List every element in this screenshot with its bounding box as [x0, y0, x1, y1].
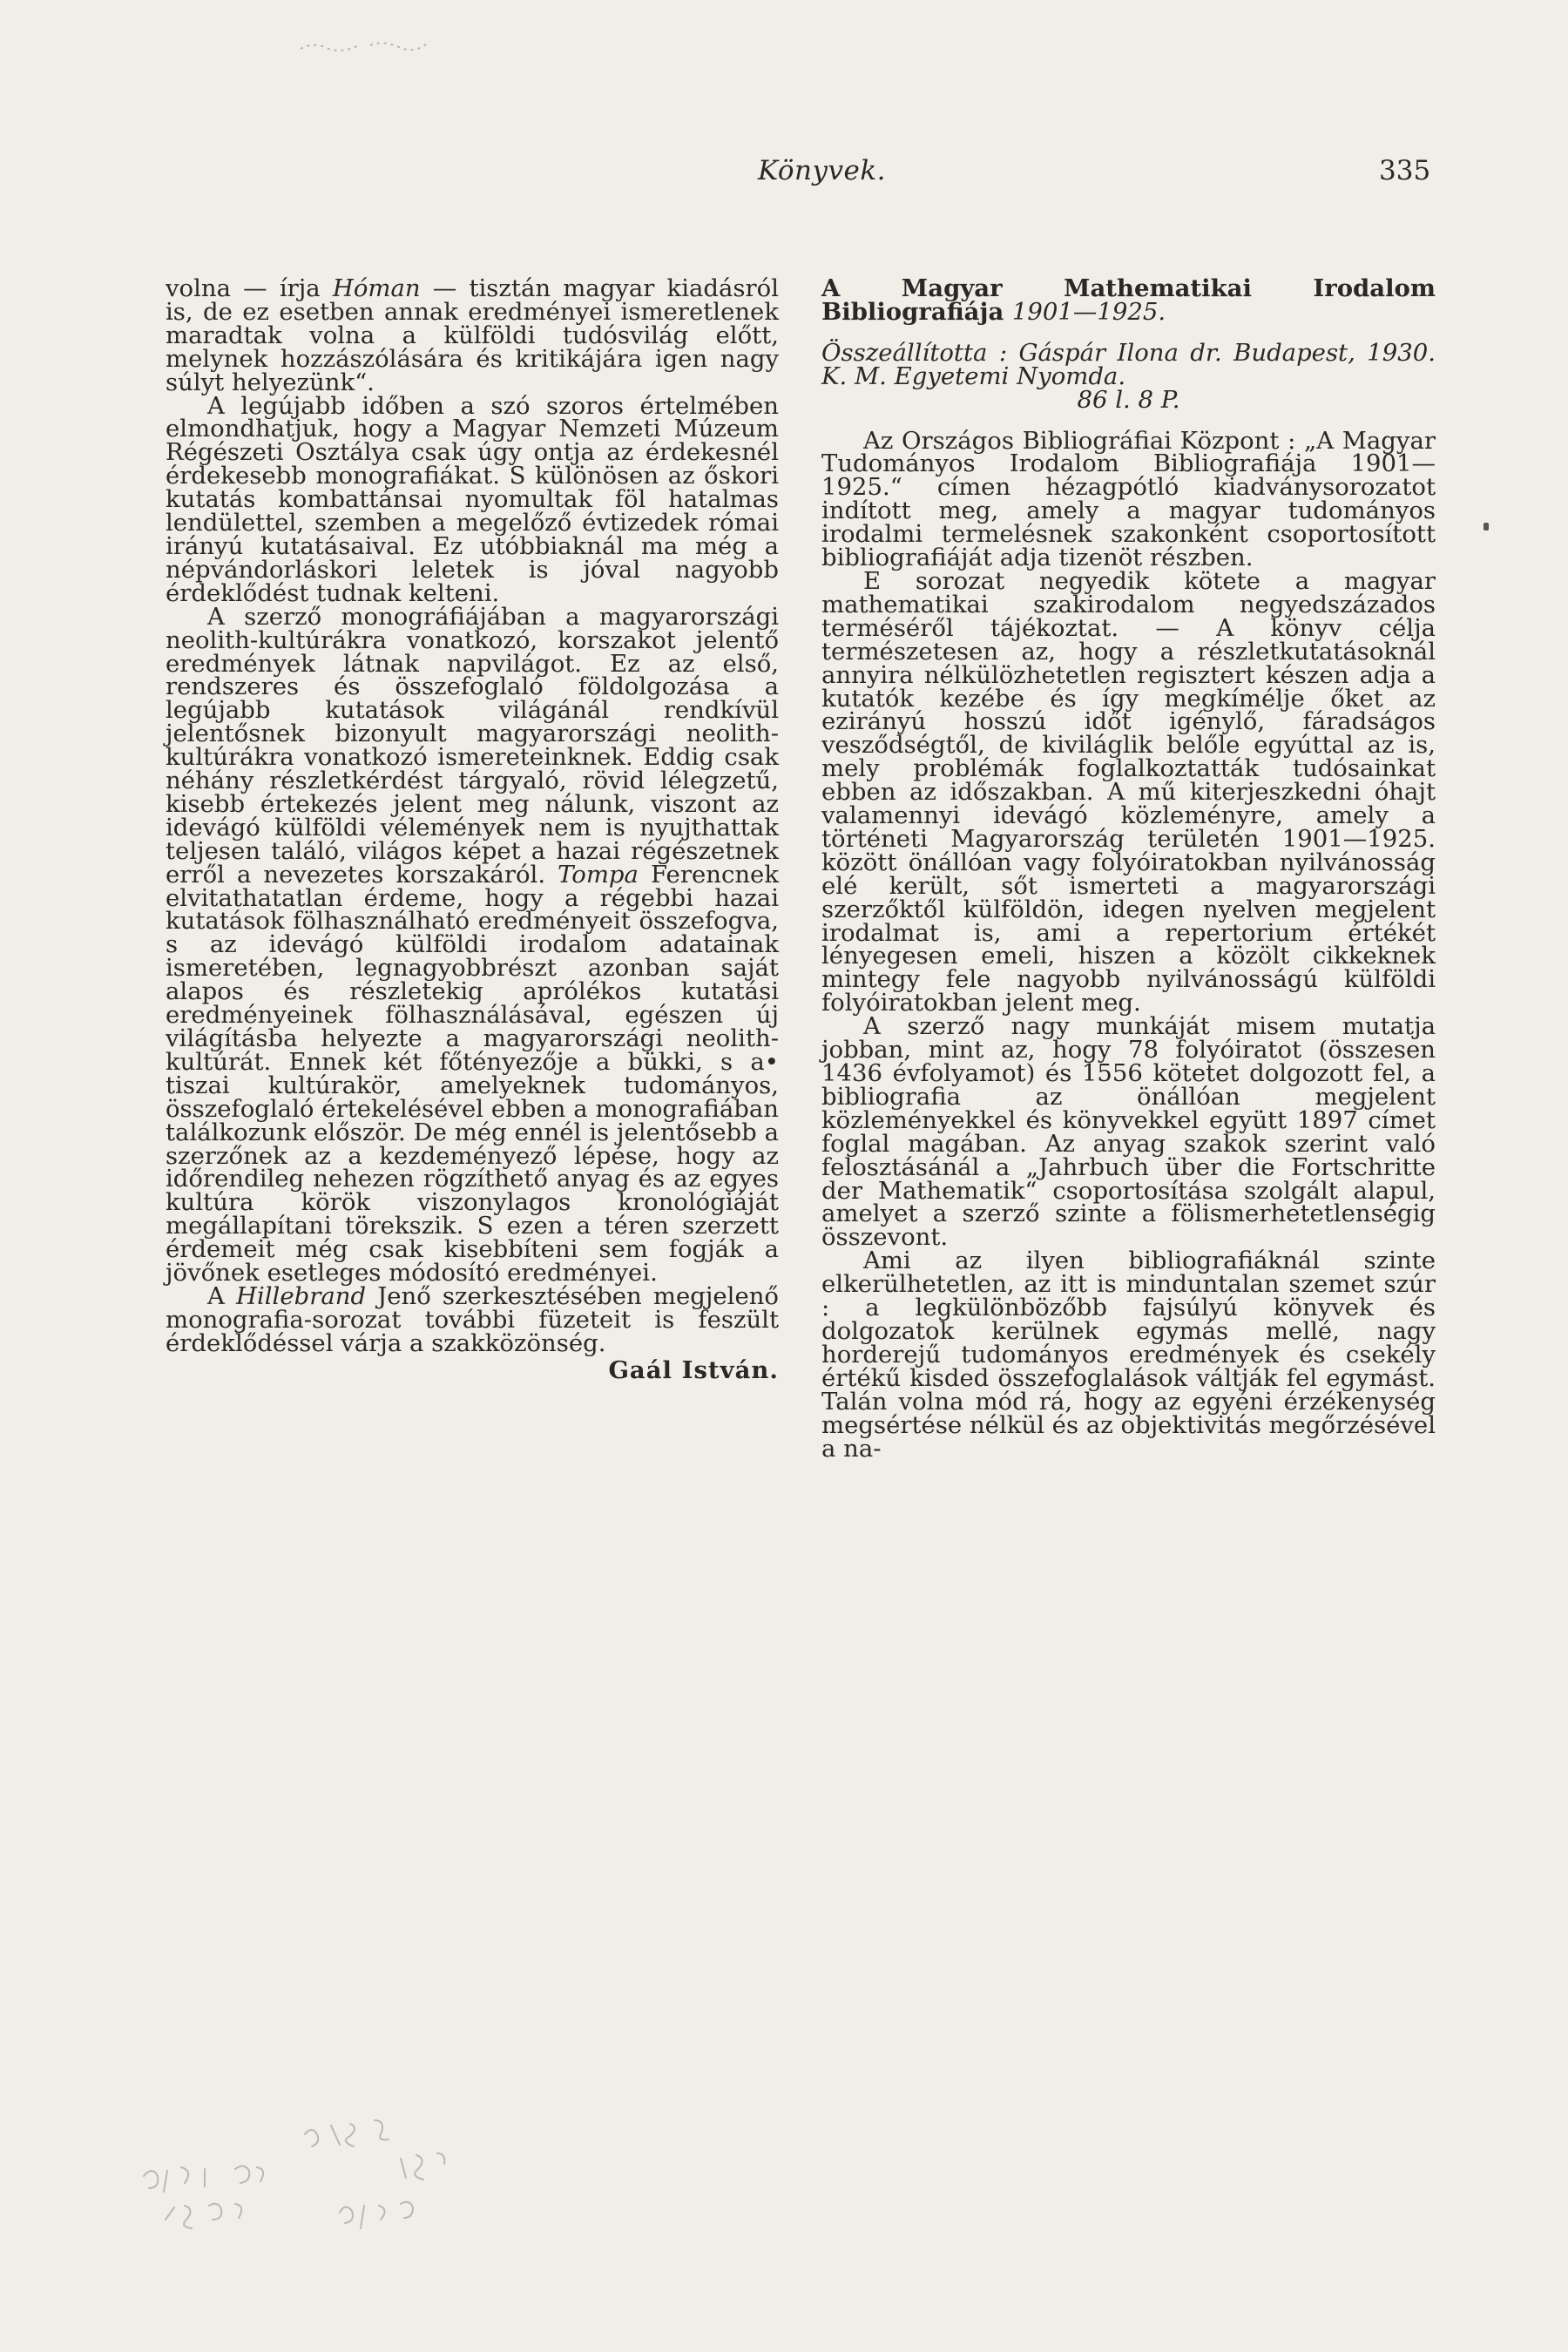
entry-meta-line: Összeállította : Gáspár Ilona dr. Budapest, 1930. K. M. Egyetemi Nyomda. [821, 338, 1436, 390]
text-run: — tisztán magyar kiadásról is, de ez esetben annak eredményei ismeretlenek maradtak volna a külföldi tudósvilág előtt, melynek hozzászólására és kritikájára igen nagy súlyt helyezünk“. [166, 274, 780, 396]
editor-name-hillebrand: Hillebrand [235, 1281, 367, 1310]
review-paragraph-1 [166, 274, 780, 396]
review-paragraph-3: A szerző nagy munkáját misem mutatja jobban, mint az, hogy 78 folyóiratot (összesen 1436 évfolyamot) és 1556 kötetet dolgozott fel, a bibliografia az önállóan megjelent közleményekkel és könyvekkel együtt 1897 címet foglal magában. Az anyag szakok szerint való felosztásánál a „Jahrbuch über die Fortschritte der Mathematik“ csoportosítása szolgált alapul, amelyet a szerző szinte a fölismerhetetlenségig összevont. [821, 1012, 1436, 1252]
review-paragraph-2: E sorozat negyedik kötete a magyar mathematikai szakirodalom negyedszázados terméséről tájékoztat. — A könyv célja természetesen az, hogy a részletkutatásoknál annyira nélkülözhetetlen regisztert készen adja a kutatók kezébe és így megkímélje őket az ezirányú hosszú időt igénylő, fáradságos vesződségtől, de kiviláglik belőle egyúttal az is, mely problémák foglalkoztatták tudósainkat ebben az időszakban. A mű kiterjeszkedni óhajt valamennyi idevágó közleményre, amely a történeti Magyarország területén 1901—1925. között önállóan vagy folyóiratokban nyilvánosság elé került, sőt ismerteti a magyarországi szerzőktől külföldön, idegen nyelven megjelent irodalmat is, ami a repertorium értékét lényegesen emeli, hiszen a közölt cikkeknek mintegy fele nagyobb nyilvánosságú külföldi folyóiratokban jelent meg. [821, 566, 1436, 1017]
text-run: A szerző monográfiájában a magyarországi neolith-kultúrákra vonatkozó, korszakot jelentő eredmények látnak napvilágot. Ez az első, rendszeres és összefoglaló földolgozása a legújabb kutatások világánál rendkívül jelentősnek bizonyult magyarországi neolith-kultúrákra vonatkozó ismereteinknek. Eddig csak néhány részletkérdést tárgyaló, rövid lélegzetű, kisebb értekezés jelent meg nálunk, viszont az idevágó külföldi vélemények nem is nyujthattak teljesen találó, világos képet a hazai régészetnek erről a nevezetes korszakáról. [166, 602, 779, 889]
scan-smudge-decoration [296, 33, 436, 59]
author-name-tompa: Tompa [558, 860, 639, 889]
page-number: 335 [1379, 155, 1431, 186]
entry-title-years: 1901—1925. [1011, 297, 1166, 326]
running-title: Könyvek. [758, 155, 886, 186]
entry-bibliographic-info [821, 338, 1436, 414]
pencil-marginalia-illegible [113, 2108, 479, 2265]
review-signature: Gaál István. [608, 1355, 779, 1384]
author-name-homan: Hóman [332, 274, 421, 302]
review-paragraph-4: Ami az ilyen bibliografiáknál szinte elkerülhetetlen, az itt is minduntalan szemet szúr : a legkülönbözőbb fajsúlyú könyvek és dolgozatok kerülnek egymás mellé, nagy horderejű tudományos eredmények és csekély értékű kisded összefoglalások váltják fel egymást. Talán volna mód rá, hogy az egyéni érzékenység megsértése nélkül és az objektivitás megőrzésével a na- [821, 1247, 1436, 1463]
text-run: Jenő szerkesztésében megjelenő monografia-sorozat további füzeteit is feszült érdeklődéssel várja a szakközönség. [166, 1281, 779, 1357]
text-run: volna — írja [166, 274, 333, 302]
text-run: Ferencnek elvitathatatlan érdeme, hogy a régebbi hazai kutatások fölhasználható eredményeit összefogva, s az idevágó külföldi irodalom adatainak ismeretében, legnagyobbrészt azonban saját alapos és részletekig aprólékos kutatási eredményeinek fölhasználásával, egészen új világításba helyezte a magyarországi neolith-kultúrát. Ennek két főtényezője a bükki, s a• tiszai kultúrakör, amelyeknek tudományos, összefoglaló értekelésével ebben a monografiában találkozunk először. De még ennél is jelentősebb a szerzőnek az a kezdeményező lépése, hogy az időrendileg nehezen rögzíthető anyag és az egyes kultúra körök viszonylagos kronológiáját megállapítani törekszik. S ezen a téren szerzett érdemeit még csak kisebbíteni sem fogják a jövőnek esetleges módosító eredményei. [166, 860, 780, 1288]
entry-title-text: A Magyar Mathematikai Irodalom Bibliografiája [821, 274, 1436, 326]
left-column [166, 274, 780, 1384]
margin-mark [1484, 523, 1489, 531]
entry-meta-pages-price: 86 l. 8 P. [1077, 385, 1180, 414]
review-paragraph-2: A legújabb időben a szó szoros értelmében elmondhatjuk, hogy a Magyar Nemzeti Múzeum Régészeti Osztálya csak úgy ontja az érdekesnél érdekesebb monografiákat. S különösen az őskori kutatás kombattánsai nyomultak föl hatalmas lendülettel, szemben a megelőző évtizedek római irányú kutatásaival. Ez utóbbiaknál ma még a népvándorláskori leletek is jóval nagyobb érdeklődést tudnak kelteni. [166, 391, 779, 607]
review-paragraph-4 [166, 1281, 779, 1357]
text-run: A [207, 1281, 236, 1310]
running-head [0, 155, 1568, 190]
right-column [821, 274, 1436, 1463]
review-paragraph-1: Az Országos Bibliográfiai Központ : „A Magyar Tudományos Irodalom Bibliografiája 1901—1925.“ címen hézagpótló kiadványsorozatot indított meg, amely a magyar tudományos irodalmi termelésnek szakonként csoportosított bibliografiáját adja tizenöt részben. [821, 426, 1436, 572]
entry-title [821, 274, 1436, 326]
review-paragraph-3 [166, 602, 780, 1288]
